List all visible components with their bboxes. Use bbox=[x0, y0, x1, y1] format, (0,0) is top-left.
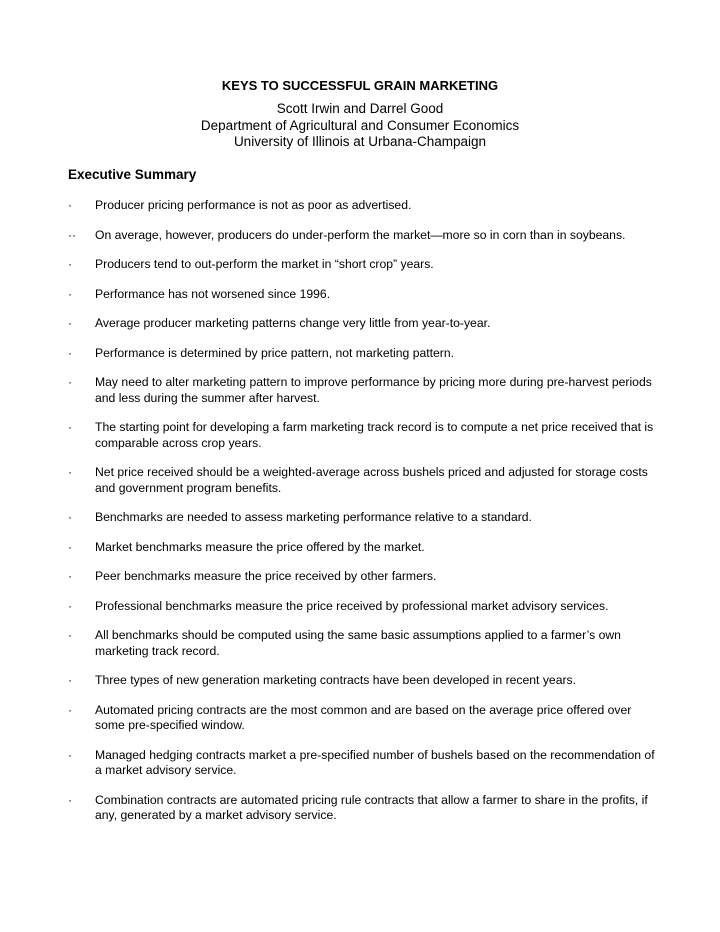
list-item-text: Combination contracts are automated pricing rule contracts that allow a farmer to share in the profits, if any, generated by a market advisory service. bbox=[95, 792, 648, 822]
list-item-text: Peer benchmarks measure the price received by other farmers. bbox=[95, 569, 437, 583]
list-item bbox=[0, 287, 720, 303]
bullet-marker: ·· bbox=[68, 227, 76, 242]
list-item bbox=[0, 198, 720, 214]
university: University of Illinois at Urbana-Champaign bbox=[233, 134, 487, 149]
list-item bbox=[0, 540, 720, 556]
list-item-text: Producer pricing performance is not as poor as advertised. bbox=[95, 198, 412, 212]
bullet-marker: · bbox=[68, 673, 72, 687]
list-item bbox=[0, 228, 720, 244]
section-heading: Executive Summary bbox=[68, 167, 197, 182]
bullet-marker: · bbox=[68, 747, 72, 762]
bullet-marker: · bbox=[68, 286, 72, 301]
list-item-text: Benchmarks are needed to assess marketing performance relative to a standard. bbox=[95, 510, 532, 524]
bullet-marker: · bbox=[68, 465, 72, 479]
bullet-marker: · bbox=[68, 420, 72, 434]
list-item bbox=[0, 510, 720, 526]
list-item-text: Net price received should be a weighted-average across bushels priced and adjusted for storage costs and government program benefits. bbox=[95, 465, 648, 495]
author-block bbox=[0, 101, 720, 151]
bullet-marker: · bbox=[68, 792, 72, 807]
list-item-text: May need to alter marketing pattern to improve performance by pricing more during pre-harvest periods and less during the summer after harvest. bbox=[95, 375, 652, 405]
list-item-text: Managed hedging contracts market a pre-specified number of bushels based on the recommendation of a market advisory service. bbox=[95, 747, 655, 777]
list-item bbox=[0, 748, 720, 779]
list-item-text: The starting point for developing a farm marketing track record is to compute a net price received that is comparable across crop years. bbox=[95, 420, 654, 450]
list-item bbox=[0, 257, 720, 273]
executive-summary-list bbox=[0, 198, 720, 838]
list-item bbox=[0, 375, 720, 406]
list-item bbox=[0, 569, 720, 585]
bullet-marker: · bbox=[68, 539, 72, 554]
bullet-marker: · bbox=[68, 569, 72, 583]
bullet-marker: · bbox=[68, 375, 72, 389]
list-item-text: All benchmarks should be computed using the same basic assumptions applied to a farmer’s own marketing track record. bbox=[95, 628, 621, 658]
bullet-marker: · bbox=[68, 510, 72, 524]
document-title: KEYS TO SUCCESSFUL GRAIN MARKETING bbox=[221, 78, 499, 93]
list-item bbox=[0, 673, 720, 689]
bullet-marker: · bbox=[68, 316, 72, 330]
bullet-marker: · bbox=[68, 598, 72, 613]
bullet-marker: · bbox=[68, 198, 72, 212]
list-item bbox=[0, 346, 720, 362]
authors: Scott Irwin and Darrel Good bbox=[276, 101, 444, 116]
list-item bbox=[0, 628, 720, 659]
list-item-text: Three types of new generation marketing contracts have been developed in recent years. bbox=[95, 673, 577, 687]
list-item bbox=[0, 703, 720, 734]
list-item bbox=[0, 465, 720, 496]
list-item bbox=[0, 793, 720, 824]
list-item-text: Automated pricing contracts are the most common and are based on the average price offered over some pre-specified window. bbox=[95, 702, 632, 732]
list-item bbox=[0, 420, 720, 451]
list-item-text: Performance has not worsened since 1996. bbox=[95, 286, 331, 301]
list-item bbox=[0, 599, 720, 615]
list-item-text: Producers tend to out-perform the market in “short crop” years. bbox=[95, 257, 434, 271]
list-item-text: On average, however, producers do under-perform the market—more so in corn than in soybeans. bbox=[95, 227, 626, 242]
list-item-text: Performance is determined by price pattern, not marketing pattern. bbox=[95, 345, 455, 360]
bullet-marker: · bbox=[68, 345, 72, 360]
bullet-marker: · bbox=[68, 628, 72, 642]
department: Department of Agricultural and Consumer Economics bbox=[200, 117, 520, 133]
bullet-marker: · bbox=[68, 702, 72, 717]
list-item bbox=[0, 316, 720, 332]
list-item-text: Market benchmarks measure the price offered by the market. bbox=[95, 539, 425, 554]
list-item-text: Average producer marketing patterns change very little from year-to-year. bbox=[95, 316, 491, 330]
bullet-marker: · bbox=[68, 257, 72, 271]
list-item-text: Professional benchmarks measure the price received by professional market advisory services. bbox=[95, 598, 609, 613]
